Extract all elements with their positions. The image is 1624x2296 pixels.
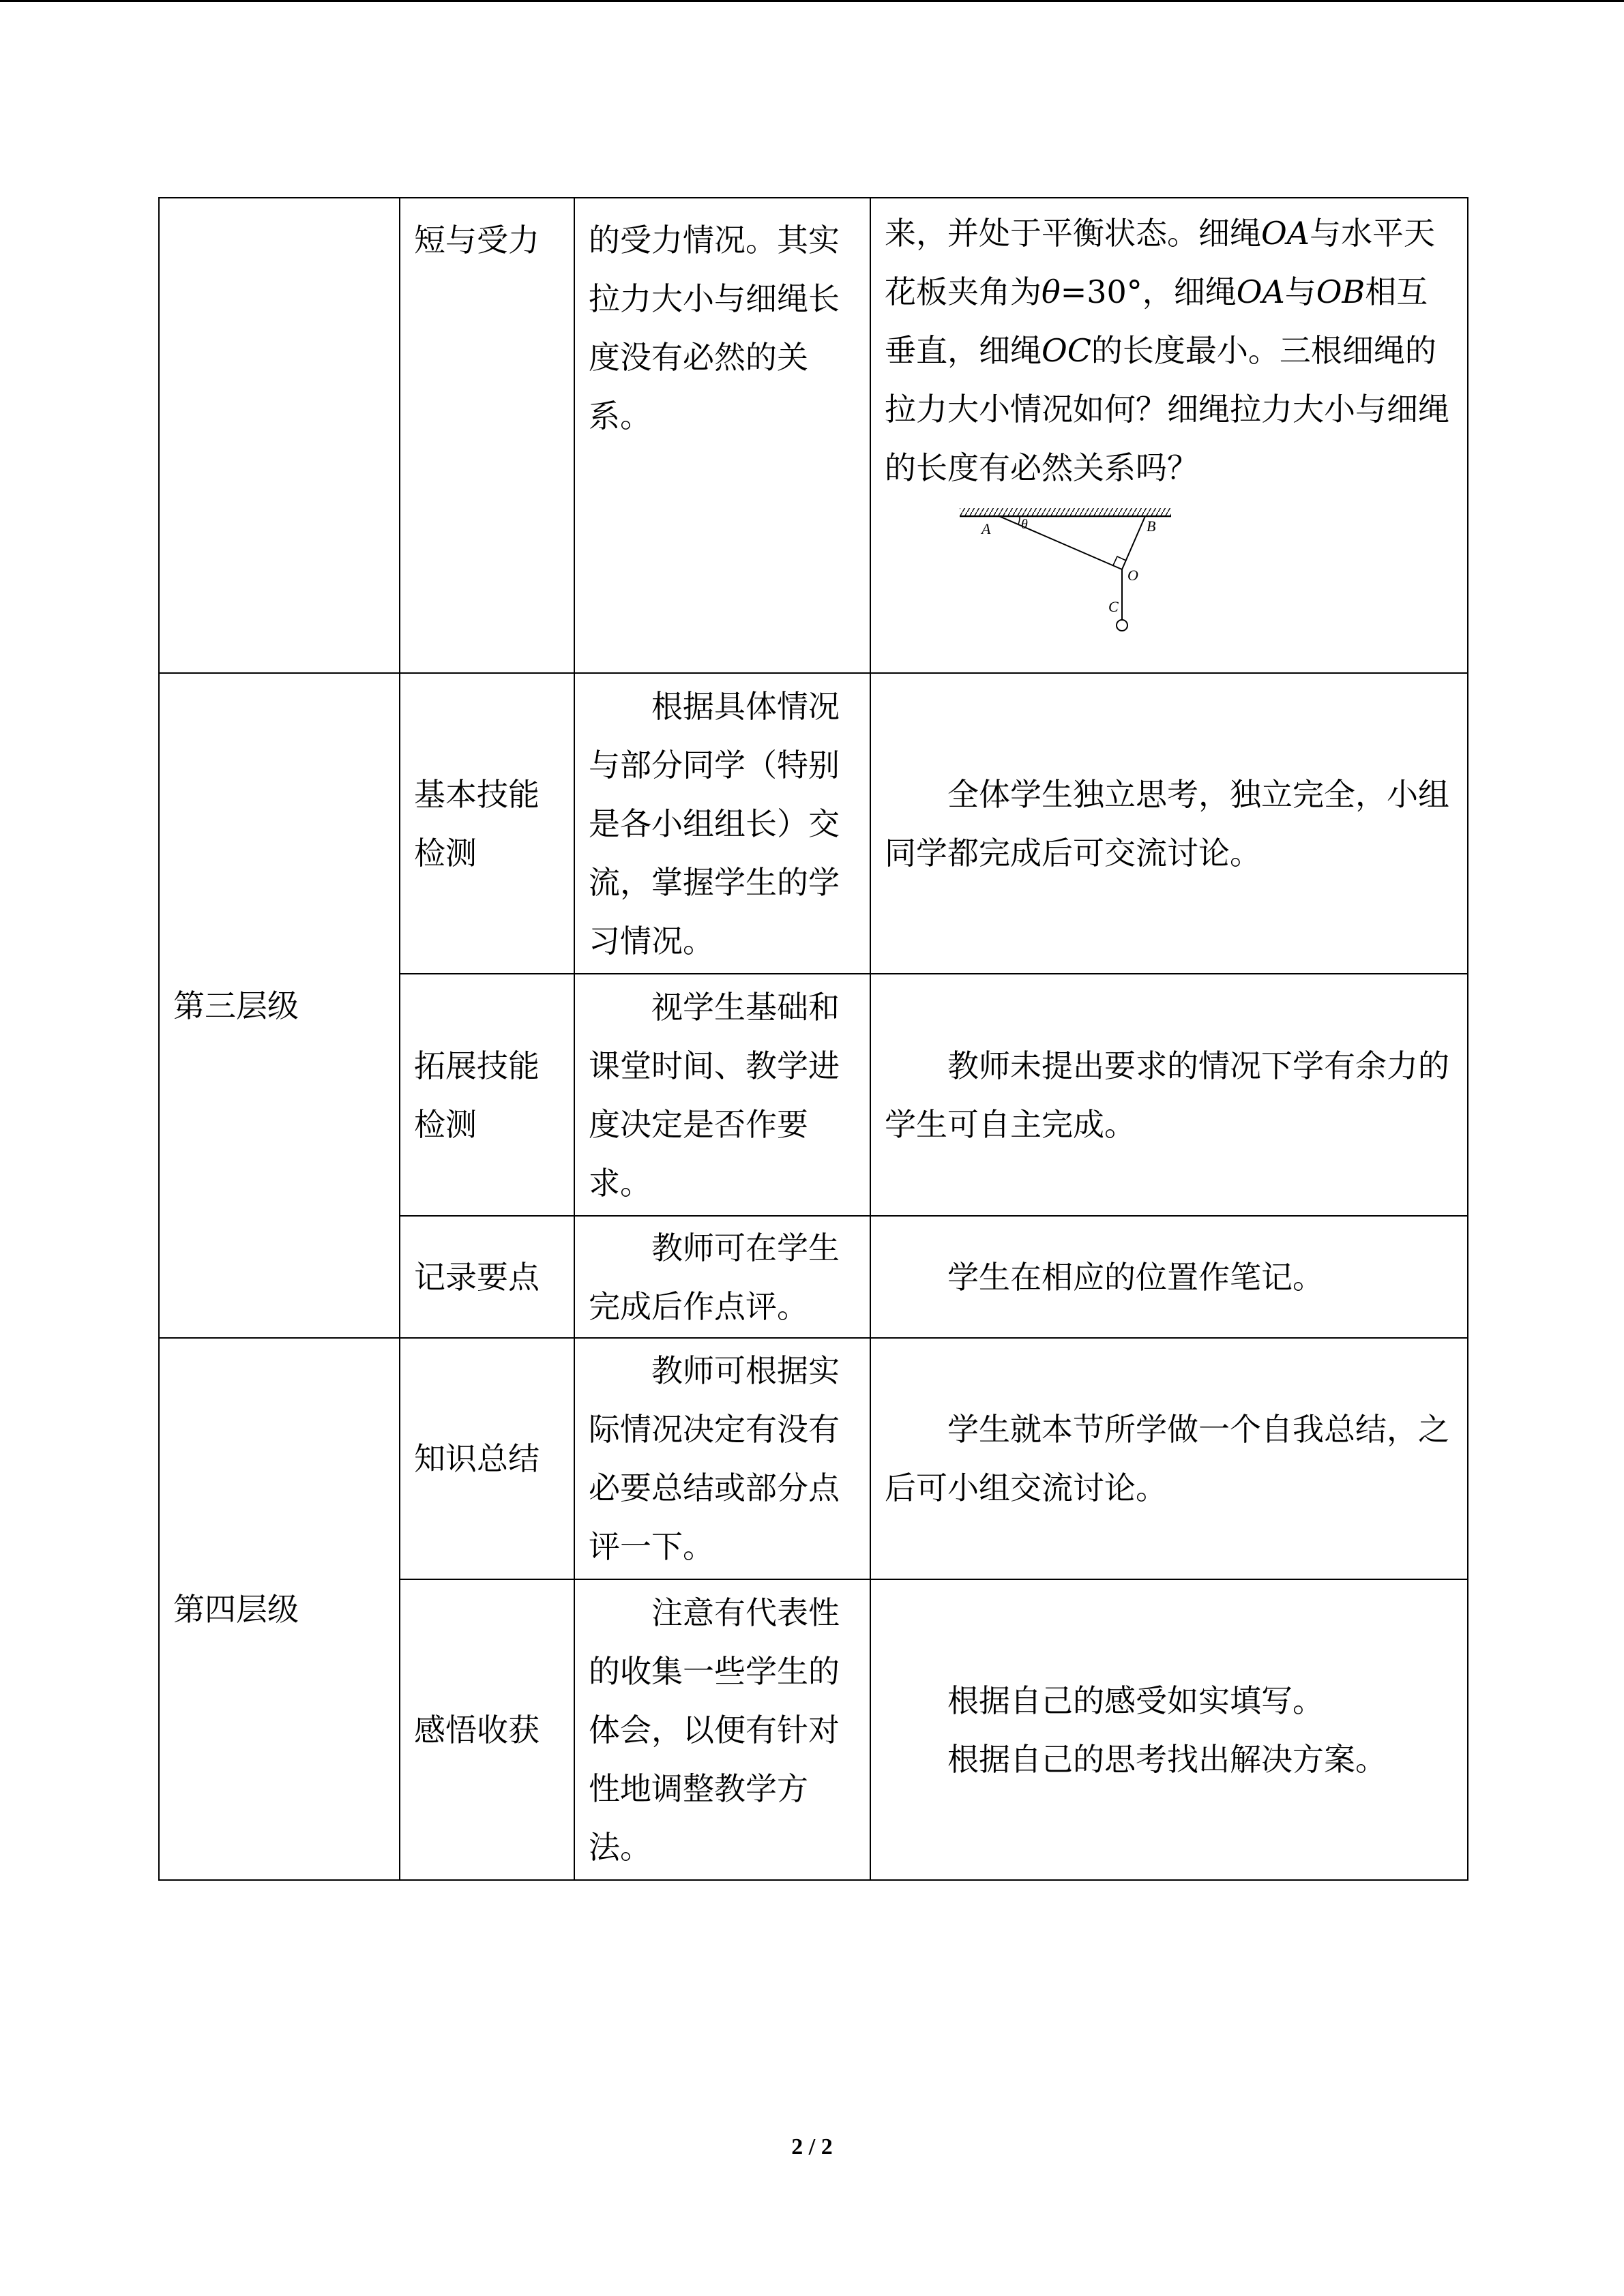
teacher-activity-cell: 注意有代表性的收集一些学生的体会，以便有针对性地调整教学方法。 [574,1579,870,1880]
skill-cell: 基本技能检测 [400,673,574,974]
level-cell: 第四层级 [159,1338,400,1880]
label-b: B [1147,518,1156,535]
level-cell: 第三层级 [159,673,400,1338]
page-number: 2 / 2 [791,2134,833,2160]
skill-cell: 知识总结 [400,1338,574,1579]
lesson-plan-table [158,197,1468,1881]
teacher-activity-cell: 视学生基础和课堂时间、教学进度决定是否作要求。 [574,974,870,1216]
table-row [159,1338,1468,1579]
table-row [159,673,1468,974]
student-activity-cell: 学生在相应的位置作笔记。 [870,1216,1468,1338]
teacher-activity-cell: 的受力情况。其实拉力大小与细绳长度没有必然的关系。 [574,198,870,673]
skill-cell: 拓展技能检测 [400,974,574,1216]
student-activity-cell: 全体学生独立思考，独立完全，小组同学都完成后可交流讨论。 [870,673,1468,974]
skill-cell: 记录要点 [400,1216,574,1338]
student-line-2: 根据自己的思考找出解决方案。 [947,1740,1387,1778]
level-cell-empty [159,198,400,673]
problem-text: 来，并处于平衡状态。细绳OA与水平天花板夹角为θ=30°，细绳OA与OB相互垂直，细绳OC的长度最小。三根细绳的拉力大小情况如何？细绳拉力大小与细绳的长度有必然关系吗？ [885,215,1449,486]
teacher-activity-cell: 教师可在学生完成后作点评。 [574,1216,870,1338]
angle-arc [1018,516,1020,524]
student-activity-cell: 教师未提出要求的情况下学有余力的学生可自主完成。 [870,974,1468,1216]
label-o: O [1127,567,1138,584]
rope-tension-diagram [953,504,1185,640]
rope-ob [1122,516,1145,569]
table-row-continued [159,198,1468,673]
skill-cell: 感悟收获 [400,1579,574,1880]
ceiling-hatch [960,508,1171,516]
label-theta: θ [1021,517,1028,532]
rope-oa [999,516,1122,569]
teacher-activity-cell: 教师可根据实际情况决定有没有必要总结或部分点评一下。 [574,1338,870,1579]
page-top-border [0,0,1624,2]
label-c: C [1108,598,1119,615]
hanging-ball [1117,620,1127,631]
skill-cell: 短与受力 [400,198,574,673]
student-activity-cell [870,198,1468,673]
student-activity-cell: 学生就本节所学做一个自我总结，之后可小组交流讨论。 [870,1338,1468,1579]
label-a: A [981,520,991,537]
student-line-1: 根据自己的感受如实填写。 [947,1682,1324,1719]
student-activity-cell [870,1579,1468,1880]
teacher-activity-cell: 根据具体情况与部分同学（特别是各小组组长）交流，掌握学生的学习情况。 [574,673,870,974]
